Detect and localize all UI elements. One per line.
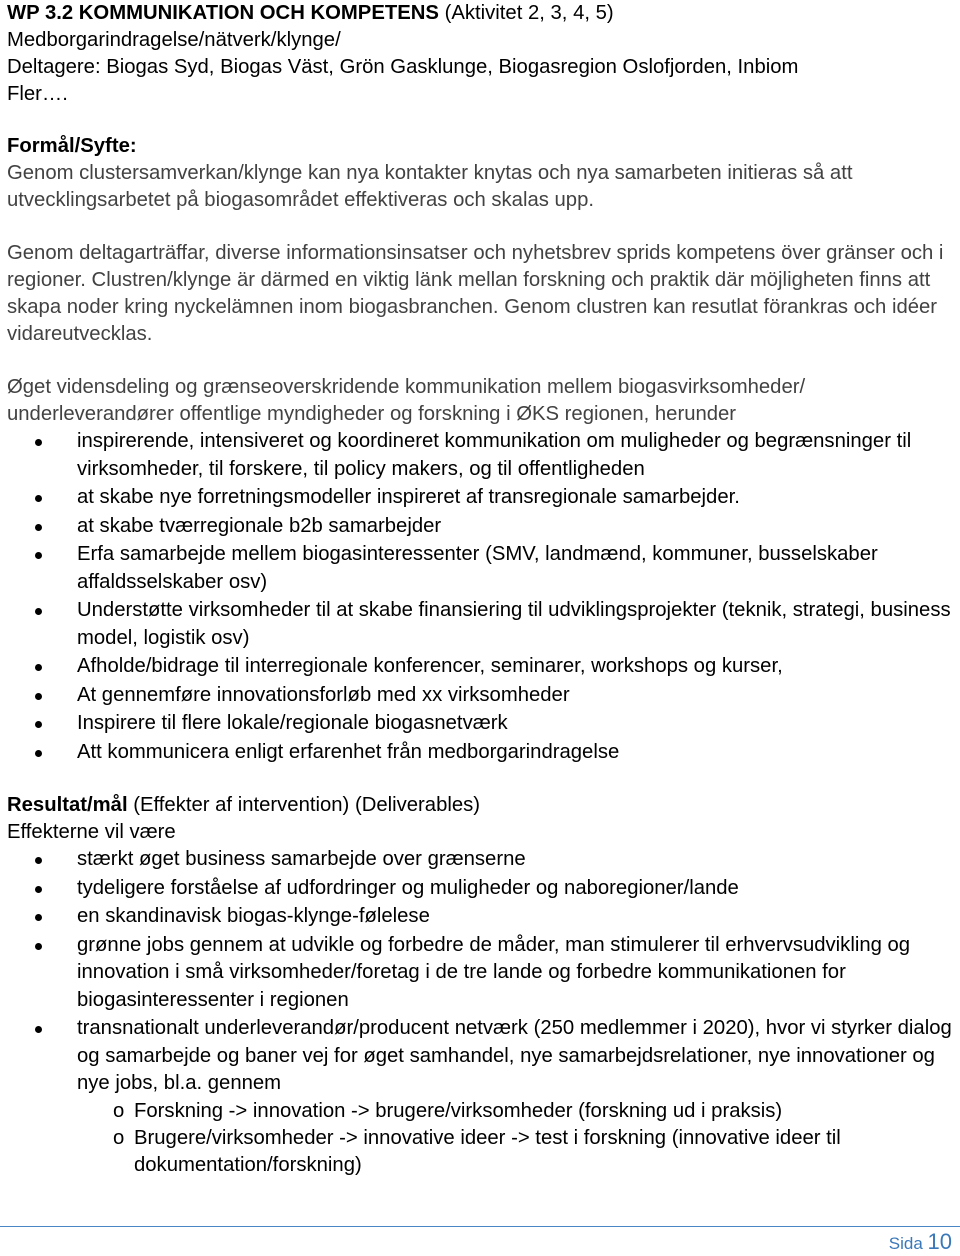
- section-title: [7, 0, 952, 27]
- list-item: at skabe nye forretningsmodeller inspireret af transregionale samarbejder.: [7, 484, 952, 512]
- page-number: 10: [927, 1229, 952, 1254]
- section-title-bold: WP 3.2 KOMMUNIKATION OCH KOMPETENS: [7, 2, 439, 24]
- bullet-icon: [35, 857, 42, 864]
- syfte-heading: [7, 133, 952, 160]
- bullet-icon: [35, 750, 42, 757]
- section-title-activities: (Aktivitet 2, 3, 4, 5): [438, 2, 614, 24]
- syfte-paragraph-2: Genom deltagarträffar, diverse informationsinsatser och nyhetsbrev sprids kompetens över gränser och i regioner. Clustren/klynge är därmed en viktig länk mellan forskning och praktik där möjligheten finns att skapa noder kring nyckelämnen inom biogasbranchen. Genom clustren kan resutlat förankras och idéer vidareutvecklas.: [7, 242, 944, 345]
- list-item: Inspirere til flere lokale/regionale biogasnetværk: [7, 710, 952, 738]
- list-item: stærkt øget business samarbejde over grænserne: [7, 846, 952, 874]
- list-item: Afholde/bidrage til interregionale konferencer, seminarer, workshops og kurser,: [7, 653, 952, 681]
- list-item: Understøtte virksomheder til at skabe finansiering til udviklingsprojekter (teknik, strategi, business model, logistik osv): [7, 597, 952, 652]
- syfte-heading-text: Formål/Syfte:: [7, 135, 137, 157]
- oget-list: [7, 428, 952, 766]
- bullet-icon: [35, 439, 42, 446]
- resultat-heading-rest: (Effekter af intervention) (Deliverables): [127, 794, 481, 816]
- syfte-paragraph-1: Genom clustersamverkan/klynge kan nya kontakter knytas och nya samarbeten initieras så att utvecklingsarbetet på biogasområdet effektiveras och skalas upp.: [7, 162, 853, 211]
- resultat-list: [7, 846, 952, 1179]
- bullet-icon: [35, 1026, 42, 1033]
- list-item: at skabe tværregionale b2b samarbejder: [7, 513, 952, 541]
- list-item: grønne jobs gennem at udvikle og forbedre de måder, man stimulerer til erhvervsudvikling og innovation i små virksomheder/foretag i de tre lande og forbedre kommunikationen for biogasinteressenter i regionen: [7, 932, 952, 1015]
- bullet-icon: [35, 608, 42, 615]
- participants-more: Fler….: [7, 83, 68, 105]
- bullet-icon: [35, 524, 42, 531]
- participants-line: Deltagere: Biogas Syd, Biogas Väst, Grön Gasklunge, Biogasregion Oslofjorden, Inbiom: [7, 56, 799, 78]
- sub-bullet-marker: o: [113, 1126, 125, 1149]
- list-item: en skandinavisk biogas-klynge-følelese: [7, 903, 952, 931]
- page-label: Sida: [888, 1234, 923, 1253]
- bullet-icon: [35, 886, 42, 893]
- bullet-icon: [35, 552, 42, 559]
- resultat-heading: [7, 792, 952, 819]
- bullet-icon: [35, 943, 42, 950]
- resultat-sublist: [7, 1098, 952, 1179]
- resultat-heading-bold: Resultat/mål: [7, 794, 128, 816]
- sub-bullet-marker: o: [113, 1099, 125, 1122]
- list-item: At gennemføre innovationsforløb med xx virksomheder: [7, 682, 952, 710]
- bullet-icon: [35, 721, 42, 728]
- document-body: [7, 0, 952, 1180]
- sub-list-item: o Brugere/virksomheder -> innovative ideer -> test i forskning (innovative ideer til dokumentation/forskning): [113, 1126, 841, 1176]
- sub-list-item: o Forskning -> innovation -> brugere/virksomheder (forskning ud i praksis): [7, 1098, 952, 1125]
- footer-divider: [0, 1226, 960, 1227]
- bullet-icon: [35, 495, 42, 502]
- resultat-intro: Effekterne vil være: [7, 821, 176, 843]
- page-footer: [889, 1230, 952, 1256]
- list-item: Att kommunicera enligt erfarenhet från medborgarindragelse: [7, 739, 952, 767]
- list-item: transnationalt underleverandør/producent netværk (250 medlemmer i 2020), hvor vi styrker dialog og samarbejde og baner vej for øget samhandel, nye samarbejdsrelationer, nye innovationer og nye jobs, bl.a. gennem o Forskning -> innovation -> brugere/virksomheder (forskning ud i praksis) o Brugere/virksomheder -> innovative ideer -> test i forskning (innovative ideer til dokumentation/forskning): [7, 1015, 952, 1179]
- list-item: tydeligere forståelse af udfordringer og muligheder og naboregioner/lande: [7, 875, 952, 903]
- bullet-icon: [35, 914, 42, 921]
- oget-intro: Øget vidensdeling og grænseoverskridende kommunikation mellem biogasvirksomheder/ underleverandører offentlige myndigheder og forskning i ØKS regionen, herunder: [7, 376, 806, 425]
- list-item: Erfa samarbejde mellem biogasinteressenter (SMV, landmænd, kommuner, busselskaber affaldsselskaber osv): [7, 541, 952, 596]
- list-item: inspirerende, intensiveret og koordineret kommunikation om muligheder og begrænsninger til virksomheder, til forskere, til policy makers, og til offentligheden: [7, 428, 952, 483]
- bullet-icon: [35, 693, 42, 700]
- bullet-icon: [35, 664, 42, 671]
- subtitle-line: Medborgarindragelse/nätverk/klynge/: [7, 29, 341, 51]
